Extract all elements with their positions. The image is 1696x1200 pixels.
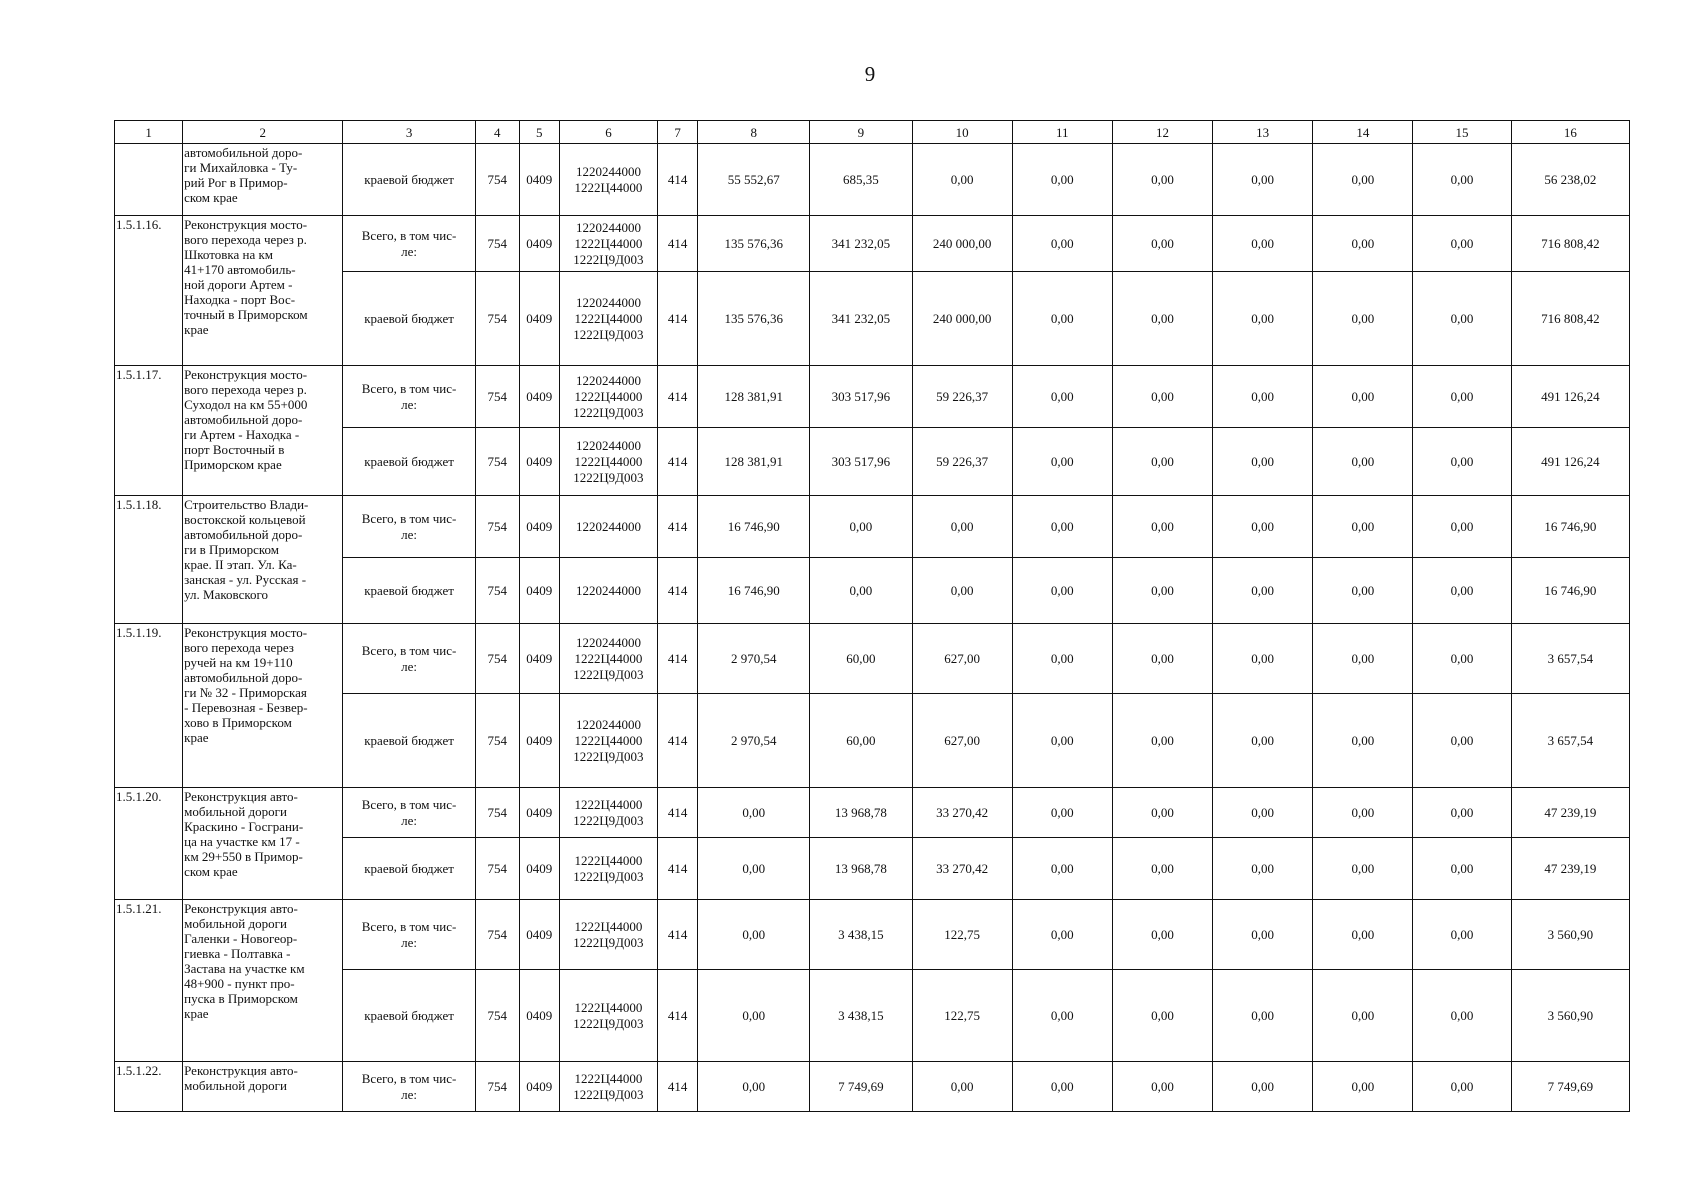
amount-11: 0,00	[1012, 366, 1112, 428]
item-name: Реконструкция авто- мобильной дороги Краскино - Госграни- ца на участке км 17 - км 29+550 в Примор- ском крае	[183, 788, 343, 900]
section-code: 0409	[519, 366, 559, 428]
funding-source: Всего, в том чис- ле:	[343, 496, 475, 558]
section-code: 0409	[519, 970, 559, 1062]
grbs-code: 754	[475, 788, 519, 838]
section-code: 0409	[519, 900, 559, 970]
item-name: автомобильной доро- ги Михайловка - Ту- рий Рог в Примор- ском крае	[183, 144, 343, 216]
column-header-row	[115, 121, 1630, 144]
amount-8: 128 381,91	[698, 428, 810, 496]
amount-11: 0,00	[1012, 970, 1112, 1062]
funding-source: Всего, в том чис- ле:	[343, 216, 475, 272]
section-code: 0409	[519, 216, 559, 272]
item-number: 1.5.1.22.	[115, 1062, 183, 1112]
amount-16: 491 126,24	[1511, 366, 1629, 428]
item-name: Реконструкция мосто- вого перехода через р. Суходол на км 55+000 автомобильной доро- ги Артем - Находка - порт Восточный в Приморском крае	[183, 366, 343, 496]
amount-9: 60,00	[810, 624, 912, 694]
amount-16: 16 746,90	[1511, 558, 1629, 624]
funding-source: Всего, в том чис- ле:	[343, 900, 475, 970]
amount-8: 0,00	[698, 1062, 810, 1112]
column-header: 3	[343, 121, 475, 144]
target-article-code: 1220244000	[559, 496, 657, 558]
column-header: 12	[1112, 121, 1212, 144]
amount-9: 341 232,05	[810, 216, 912, 272]
amount-9: 60,00	[810, 694, 912, 788]
section-code: 0409	[519, 558, 559, 624]
target-article-code: 1220244000 1222Ц44000 1222Ц9Д003	[559, 428, 657, 496]
target-article-code: 1222Ц44000 1222Ц9Д003	[559, 1062, 657, 1112]
item-number: 1.5.1.16.	[115, 216, 183, 366]
amount-16: 47 239,19	[1511, 838, 1629, 900]
amount-14: 0,00	[1313, 838, 1413, 900]
amount-8: 0,00	[698, 788, 810, 838]
amount-14: 0,00	[1313, 1062, 1413, 1112]
amount-13: 0,00	[1213, 428, 1313, 496]
amount-10: 122,75	[912, 900, 1012, 970]
section-code: 0409	[519, 272, 559, 366]
column-header: 7	[658, 121, 698, 144]
section-code: 0409	[519, 838, 559, 900]
funding-source: краевой бюджет	[343, 272, 475, 366]
expense-type-code: 414	[658, 216, 698, 272]
target-article-code: 1220244000 1222Ц44000	[559, 144, 657, 216]
target-article-code: 1222Ц44000 1222Ц9Д003	[559, 900, 657, 970]
amount-12: 0,00	[1112, 900, 1212, 970]
section-code: 0409	[519, 624, 559, 694]
column-header: 4	[475, 121, 519, 144]
amount-14: 0,00	[1313, 216, 1413, 272]
grbs-code: 754	[475, 366, 519, 428]
amount-15: 0,00	[1413, 694, 1511, 788]
grbs-code: 754	[475, 558, 519, 624]
expense-type-code: 414	[658, 970, 698, 1062]
expense-type-code: 414	[658, 1062, 698, 1112]
amount-11: 0,00	[1012, 900, 1112, 970]
amount-9: 303 517,96	[810, 366, 912, 428]
amount-14: 0,00	[1313, 144, 1413, 216]
item-name: Реконструкция мосто- вого перехода через р. Шкотовка на км 41+170 автомобиль- ной дороги Артем - Находка - порт Вос- точный в Приморском крае	[183, 216, 343, 366]
amount-10: 240 000,00	[912, 216, 1012, 272]
amount-10: 59 226,37	[912, 428, 1012, 496]
column-header: 10	[912, 121, 1012, 144]
table-row	[115, 496, 1630, 558]
amount-10: 240 000,00	[912, 272, 1012, 366]
target-article-code: 1220244000 1222Ц44000 1222Ц9Д003	[559, 216, 657, 272]
column-header: 9	[810, 121, 912, 144]
amount-13: 0,00	[1213, 272, 1313, 366]
amount-8: 16 746,90	[698, 558, 810, 624]
section-code: 0409	[519, 1062, 559, 1112]
amount-16: 47 239,19	[1511, 788, 1629, 838]
amount-9: 685,35	[810, 144, 912, 216]
column-header: 1	[115, 121, 183, 144]
amount-15: 0,00	[1413, 624, 1511, 694]
amount-16: 3 657,54	[1511, 694, 1629, 788]
item-name: Строительство Влади- востокской кольцевой автомобильной доро- ги в Приморском крае. II этап. Ул. Ка- занская - ул. Русская - ул. Маковского	[183, 496, 343, 624]
amount-15: 0,00	[1413, 900, 1511, 970]
item-number: 1.5.1.18.	[115, 496, 183, 624]
amount-16: 491 126,24	[1511, 428, 1629, 496]
amount-9: 13 968,78	[810, 838, 912, 900]
amount-11: 0,00	[1012, 496, 1112, 558]
amount-13: 0,00	[1213, 838, 1313, 900]
item-name: Реконструкция авто- мобильной дороги	[183, 1062, 343, 1112]
amount-16: 3 560,90	[1511, 970, 1629, 1062]
budget-table	[114, 120, 1630, 1112]
funding-source: краевой бюджет	[343, 558, 475, 624]
amount-13: 0,00	[1213, 624, 1313, 694]
amount-14: 0,00	[1313, 558, 1413, 624]
amount-12: 0,00	[1112, 694, 1212, 788]
amount-15: 0,00	[1413, 428, 1511, 496]
amount-16: 716 808,42	[1511, 272, 1629, 366]
amount-14: 0,00	[1313, 970, 1413, 1062]
amount-11: 0,00	[1012, 694, 1112, 788]
grbs-code: 754	[475, 900, 519, 970]
target-article-code: 1222Ц44000 1222Ц9Д003	[559, 970, 657, 1062]
amount-13: 0,00	[1213, 900, 1313, 970]
expense-type-code: 414	[658, 788, 698, 838]
amount-13: 0,00	[1213, 788, 1313, 838]
funding-source: краевой бюджет	[343, 694, 475, 788]
expense-type-code: 414	[658, 272, 698, 366]
grbs-code: 754	[475, 970, 519, 1062]
funding-source: краевой бюджет	[343, 838, 475, 900]
amount-10: 59 226,37	[912, 366, 1012, 428]
section-code: 0409	[519, 788, 559, 838]
amount-13: 0,00	[1213, 144, 1313, 216]
amount-11: 0,00	[1012, 428, 1112, 496]
amount-9: 303 517,96	[810, 428, 912, 496]
amount-15: 0,00	[1413, 366, 1511, 428]
column-header: 2	[183, 121, 343, 144]
target-article-code: 1222Ц44000 1222Ц9Д003	[559, 838, 657, 900]
amount-15: 0,00	[1413, 216, 1511, 272]
amount-10: 627,00	[912, 624, 1012, 694]
amount-8: 2 970,54	[698, 624, 810, 694]
amount-8: 0,00	[698, 970, 810, 1062]
column-header: 8	[698, 121, 810, 144]
amount-15: 0,00	[1413, 970, 1511, 1062]
amount-8: 2 970,54	[698, 694, 810, 788]
expense-type-code: 414	[658, 558, 698, 624]
expense-type-code: 414	[658, 428, 698, 496]
amount-12: 0,00	[1112, 1062, 1212, 1112]
grbs-code: 754	[475, 216, 519, 272]
section-code: 0409	[519, 428, 559, 496]
amount-16: 16 746,90	[1511, 496, 1629, 558]
column-header: 15	[1413, 121, 1511, 144]
item-number	[115, 144, 183, 216]
amount-15: 0,00	[1413, 1062, 1511, 1112]
amount-9: 3 438,15	[810, 970, 912, 1062]
section-code: 0409	[519, 144, 559, 216]
item-number: 1.5.1.17.	[115, 366, 183, 496]
amount-8: 16 746,90	[698, 496, 810, 558]
item-number: 1.5.1.20.	[115, 788, 183, 900]
amount-13: 0,00	[1213, 496, 1313, 558]
funding-source: краевой бюджет	[343, 970, 475, 1062]
amount-11: 0,00	[1012, 624, 1112, 694]
expense-type-code: 414	[658, 366, 698, 428]
amount-8: 128 381,91	[698, 366, 810, 428]
amount-12: 0,00	[1112, 788, 1212, 838]
amount-14: 0,00	[1313, 900, 1413, 970]
expense-type-code: 414	[658, 694, 698, 788]
amount-9: 0,00	[810, 558, 912, 624]
amount-12: 0,00	[1112, 272, 1212, 366]
amount-10: 122,75	[912, 970, 1012, 1062]
amount-12: 0,00	[1112, 496, 1212, 558]
amount-13: 0,00	[1213, 216, 1313, 272]
column-header: 11	[1012, 121, 1112, 144]
expense-type-code: 414	[658, 144, 698, 216]
amount-11: 0,00	[1012, 558, 1112, 624]
amount-10: 33 270,42	[912, 788, 1012, 838]
section-code: 0409	[519, 694, 559, 788]
target-article-code: 1220244000 1222Ц44000 1222Ц9Д003	[559, 624, 657, 694]
amount-10: 0,00	[912, 496, 1012, 558]
column-header: 6	[559, 121, 657, 144]
table-row	[115, 788, 1630, 838]
amount-9: 13 968,78	[810, 788, 912, 838]
amount-14: 0,00	[1313, 624, 1413, 694]
amount-13: 0,00	[1213, 694, 1313, 788]
amount-15: 0,00	[1413, 272, 1511, 366]
amount-13: 0,00	[1213, 1062, 1313, 1112]
item-number: 1.5.1.21.	[115, 900, 183, 1062]
amount-12: 0,00	[1112, 428, 1212, 496]
amount-15: 0,00	[1413, 558, 1511, 624]
amount-12: 0,00	[1112, 970, 1212, 1062]
funding-source: краевой бюджет	[343, 428, 475, 496]
amount-10: 33 270,42	[912, 838, 1012, 900]
target-article-code: 1222Ц44000 1222Ц9Д003	[559, 788, 657, 838]
amount-13: 0,00	[1213, 970, 1313, 1062]
column-header: 5	[519, 121, 559, 144]
amount-11: 0,00	[1012, 1062, 1112, 1112]
amount-15: 0,00	[1413, 144, 1511, 216]
amount-15: 0,00	[1413, 788, 1511, 838]
amount-11: 0,00	[1012, 788, 1112, 838]
column-header: 13	[1213, 121, 1313, 144]
amount-12: 0,00	[1112, 366, 1212, 428]
amount-14: 0,00	[1313, 428, 1413, 496]
amount-9: 0,00	[810, 496, 912, 558]
amount-10: 627,00	[912, 694, 1012, 788]
funding-source: Всего, в том чис- ле:	[343, 624, 475, 694]
amount-11: 0,00	[1012, 144, 1112, 216]
funding-source: Всего, в том чис- ле:	[343, 788, 475, 838]
funding-source: Всего, в том чис- ле:	[343, 366, 475, 428]
amount-8: 135 576,36	[698, 216, 810, 272]
amount-9: 7 749,69	[810, 1062, 912, 1112]
expense-type-code: 414	[658, 496, 698, 558]
amount-8: 135 576,36	[698, 272, 810, 366]
column-header: 16	[1511, 121, 1629, 144]
grbs-code: 754	[475, 694, 519, 788]
amount-15: 0,00	[1413, 496, 1511, 558]
target-article-code: 1220244000 1222Ц44000 1222Ц9Д003	[559, 366, 657, 428]
table-row	[115, 624, 1630, 694]
section-code: 0409	[519, 496, 559, 558]
amount-13: 0,00	[1213, 558, 1313, 624]
amount-10: 0,00	[912, 558, 1012, 624]
amount-14: 0,00	[1313, 788, 1413, 838]
amount-8: 0,00	[698, 838, 810, 900]
expense-type-code: 414	[658, 900, 698, 970]
grbs-code: 754	[475, 144, 519, 216]
item-name: Реконструкция авто- мобильной дороги Галенки - Новогеор- гиевка - Полтавка - Застава на участке км 48+900 - пункт про- пуска в Приморском крае	[183, 900, 343, 1062]
item-number: 1.5.1.19.	[115, 624, 183, 788]
table-row	[115, 1062, 1630, 1112]
expense-type-code: 414	[658, 624, 698, 694]
amount-8: 0,00	[698, 900, 810, 970]
amount-10: 0,00	[912, 1062, 1012, 1112]
amount-16: 3 657,54	[1511, 624, 1629, 694]
grbs-code: 754	[475, 624, 519, 694]
target-article-code: 1220244000 1222Ц44000 1222Ц9Д003	[559, 694, 657, 788]
table-row	[115, 144, 1630, 216]
item-name: Реконструкция мосто- вого перехода через ручей на км 19+110 автомобильной доро- ги № 32 - Приморская - Перевозная - Безвер- хово в Приморском крае	[183, 624, 343, 788]
amount-16: 56 238,02	[1511, 144, 1629, 216]
amount-16: 7 749,69	[1511, 1062, 1629, 1112]
amount-9: 341 232,05	[810, 272, 912, 366]
amount-10: 0,00	[912, 144, 1012, 216]
grbs-code: 754	[475, 1062, 519, 1112]
amount-16: 716 808,42	[1511, 216, 1629, 272]
funding-source: Всего, в том чис- ле:	[343, 1062, 475, 1112]
amount-11: 0,00	[1012, 216, 1112, 272]
amount-11: 0,00	[1012, 272, 1112, 366]
table-row	[115, 366, 1630, 428]
target-article-code: 1220244000 1222Ц44000 1222Ц9Д003	[559, 272, 657, 366]
table-row	[115, 216, 1630, 272]
grbs-code: 754	[475, 838, 519, 900]
grbs-code: 754	[475, 496, 519, 558]
expense-type-code: 414	[658, 838, 698, 900]
amount-9: 3 438,15	[810, 900, 912, 970]
funding-source: краевой бюджет	[343, 144, 475, 216]
table-row	[115, 900, 1630, 970]
target-article-code: 1220244000	[559, 558, 657, 624]
amount-11: 0,00	[1012, 838, 1112, 900]
amount-14: 0,00	[1313, 272, 1413, 366]
page-number: 9	[864, 62, 876, 86]
amount-12: 0,00	[1112, 216, 1212, 272]
amount-12: 0,00	[1112, 144, 1212, 216]
grbs-code: 754	[475, 428, 519, 496]
grbs-code: 754	[475, 272, 519, 366]
amount-12: 0,00	[1112, 624, 1212, 694]
amount-8: 55 552,67	[698, 144, 810, 216]
amount-12: 0,00	[1112, 558, 1212, 624]
column-header: 14	[1313, 121, 1413, 144]
amount-12: 0,00	[1112, 838, 1212, 900]
amount-14: 0,00	[1313, 694, 1413, 788]
amount-16: 3 560,90	[1511, 900, 1629, 970]
amount-14: 0,00	[1313, 496, 1413, 558]
amount-13: 0,00	[1213, 366, 1313, 428]
amount-15: 0,00	[1413, 838, 1511, 900]
amount-14: 0,00	[1313, 366, 1413, 428]
